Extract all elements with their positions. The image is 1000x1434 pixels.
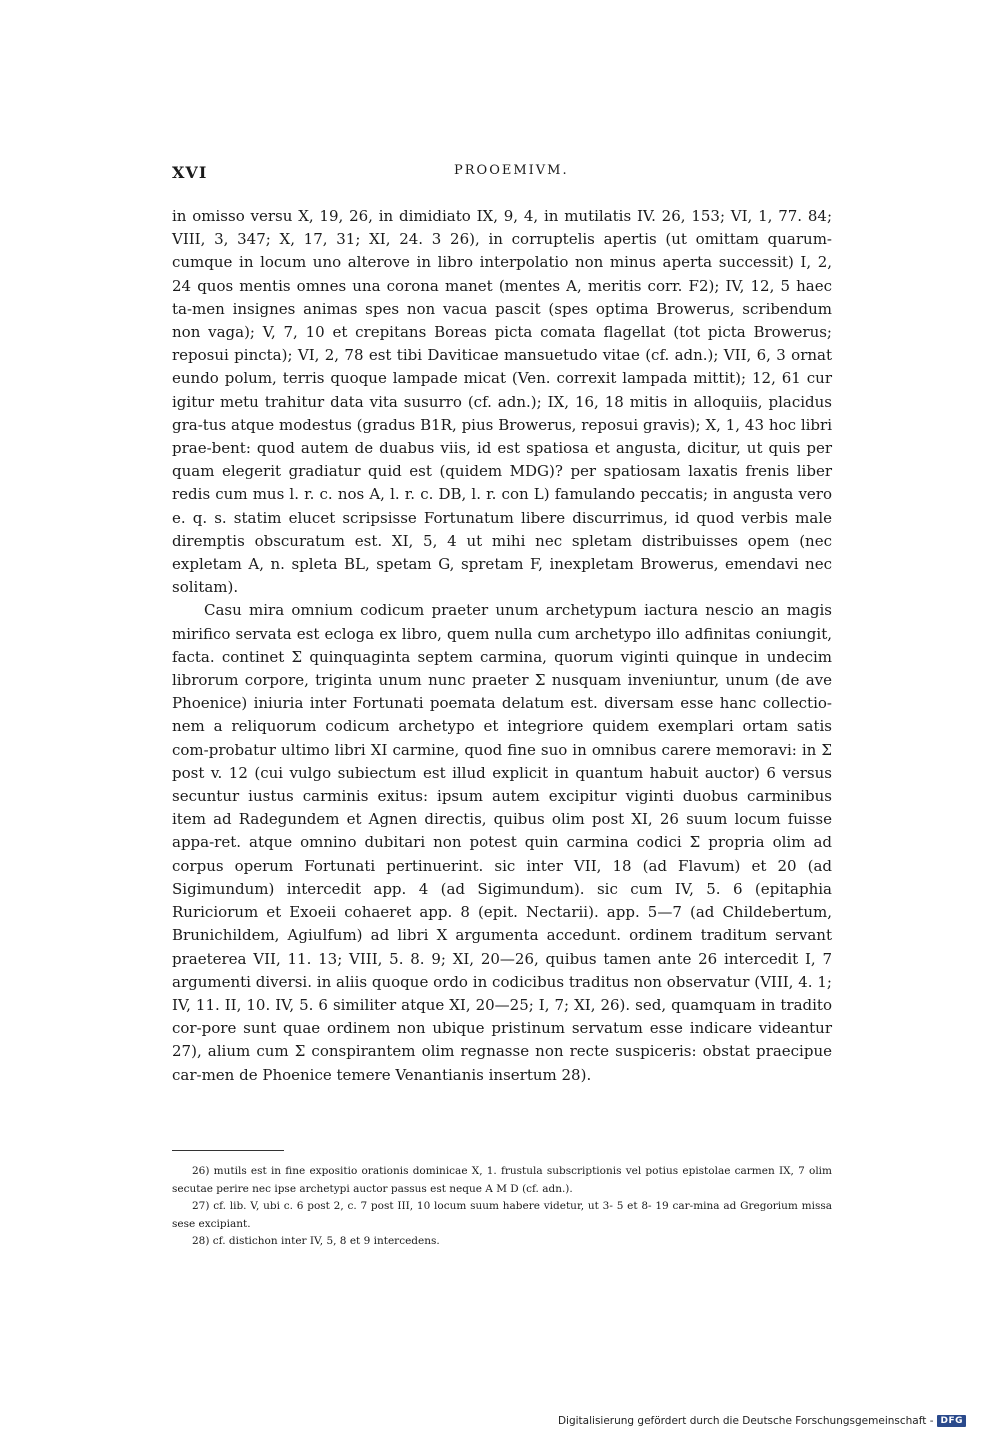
running-title: PROOEMIVM. bbox=[454, 163, 569, 178]
dfg-logo: DFG bbox=[937, 1415, 966, 1427]
footnote-26: 26) mutils est in fine expositio orationis dominicae X, 1. frustula subscriptionis vel potius epistolae carmen IX, 7 olim secutae perire nec ipse archetypi auctor passus est neque A M D (cf. adn.). bbox=[172, 1165, 832, 1195]
footnote-rule bbox=[172, 1150, 284, 1151]
footnote-28: 28) cf. distichon inter IV, 5, 8 et 9 intercedens. bbox=[192, 1235, 440, 1248]
page-header bbox=[172, 163, 832, 185]
footnotes bbox=[172, 1163, 832, 1251]
footnote-27: 27) cf. lib. V, ubi c. 6 post 2, c. 7 post III, 10 locum suum habere videtur, ut 3- 5 et 8- 19 car-mina ad Gregorium missa sese excipiant. bbox=[172, 1200, 832, 1230]
digitization-credit bbox=[558, 1414, 966, 1428]
paragraph-1: in omisso versu X, 19, 26, in dimidiato IX, 9, 4, in mutilatis IV. 26, 153; VI, 1, 77. 84; VIII, 3, 347; X, 17, 31; XI, 24. 3 26), in corruptelis apertis (ut omittam quarum-cumque in locum uno alterove in libro interpolatio non minus aperta successit) I, 2, 24 quos mentis omnes una corona manet (mentes A, meritis corr. F2); IV, 12, 5 haec ta-men insignes animas spes non vacua pascit (spes optima Browerus, scribendum non vaga); V, 7, 10 et crepitans Boreas picta comata flagellat (tot picta Browerus; reposui pincta); VI, 2, 78 est tibi Daviticae mansuetudo vitae (cf. adn.); VII, 6, 3 ornat eundo polum, terris quoque lampade micat (Ven. correxit lampada mittit); 12, 61 cur igitur metu trahitur data vita susurro (cf. adn.); IX, 16, 18 mitis in alloquiis, placidus gra-tus atque modestus (gradus B1R, pius Browerus, reposui gravis); X, 1, 43 hoc libri prae-bent: quod autem de duabus viis, id est spatiosa et angusta, dicitur, ut quis per quam elegerit gradiatur quid est (quidem MDG)? per spatiosam laxatis frenis liber redis cum mus l. r. c. nos A, l. r. c. DB, l. r. con L) famulando peccatis; in angusta vero e. q. s. statim elucet scripsisse Fortunatum libere discurrimus, id quod verbis male diremptis obscuratum est. XI, 5, 4 ut mihi nec spletam distribuisses opem (nec expletam A, n. spleta BL, spetam G, spretam F, inexpletam Browerus, emendavi nec solitam). bbox=[172, 207, 832, 597]
paragraph-2: Casu mira omnium codicum praeter unum archetypum iactura nescio an magis mirifico servata est ecloga ex libro, quem nulla cum archetypo illo adfinitas coniungit, facta. continet Σ quinquaginta septem carmina, quorum viginti quinque in undecim librorum corpore, triginta unum nunc praeter Σ nusquam inveniuntur, unum (de ave Phoenice) iniuria inter Fortunati poemata delatum est. diversam esse hanc collectio-nem a reliquorum codicum archetypo et integriore quidem exemplari ortam satis com-probatur ultimo libri XI carmine, quod fine suo in omnibus carere memoravi: in Σ post v. 12 (cui vulgo subiectum est illud explicit in quantum habuit auctor) 6 versus secuntur iustus carminis exitus: ipsum autem excipitur viginti duobus carminibus item ad Radegundem et Agnen directis, quibus olim post XI, 26 suum locum fuisse appa-ret. atque omnino dubitari non potest quin carmina codici Σ propria olim ad corpus operum Fortunati pertinuerint. sic inter VII, 18 (ad Flavum) et 20 (ad Sigimundum) intercedit app. 4 (ad Sigimundum). sic cum IV, 5. 6 (epitaphia Ruriciorum et Exoeii cohaeret app. 8 (epit. Nectarii). app. 5—7 (ad Childebertum, Brunichildem, Agiulfum) ad libri X argumenta accedunt. ordinem traditum servant praeterea VII, 11. 13; VIII, 5. 8. 9; XI, 20—26, quibus tamen ante 26 intercedit I, 7 argumenti diversi. in aliis quoque ordo in codicibus traditus non observatur (VIII, 4. 1; IV, 11. II, 10. IV, 5. 6 similiter atque XI, 20—25; I, 7; XI, 26). sed, quamquam in tradito cor-pore sunt quae ordinem non ubique pristinum servatum esse indicare videantur 27), alium cum Σ conspirantem olim regnasse non recte suspiceris: obstat praecipue car-men de Phoenice temere Venantianis insertum 28). bbox=[172, 601, 832, 1084]
page-number: XVI bbox=[172, 163, 208, 182]
credit-text: Digitalisierung gefördert durch die Deutsche Forschungsgemeinschaft - bbox=[557, 1415, 934, 1427]
main-text bbox=[172, 205, 832, 1087]
